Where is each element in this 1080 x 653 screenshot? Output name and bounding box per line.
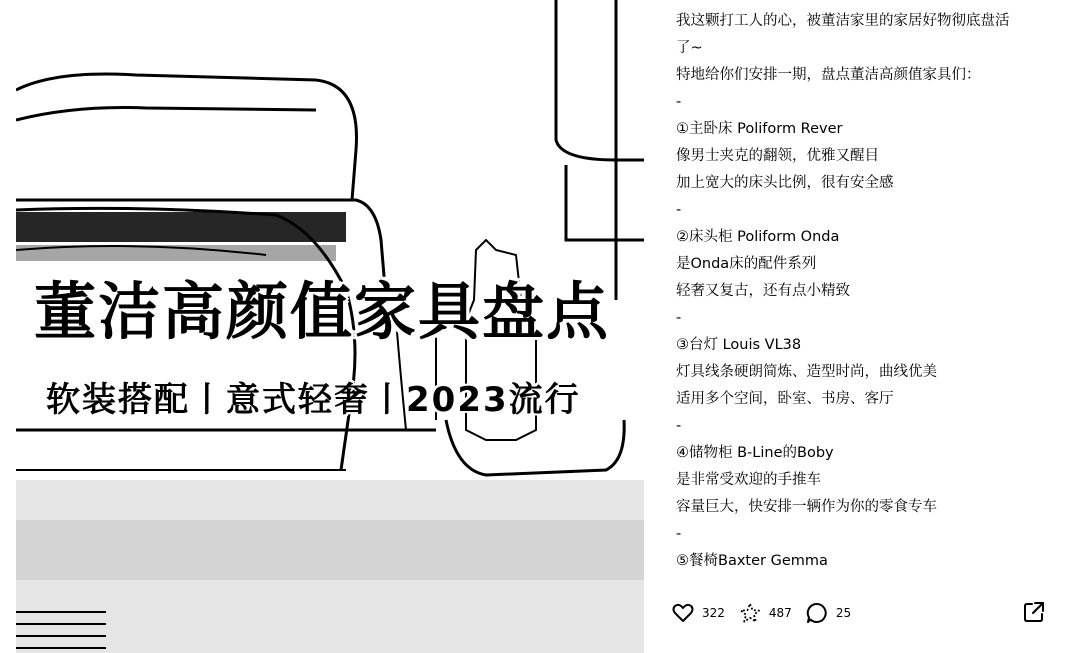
comment-button[interactable]: [806, 602, 851, 624]
post-line: 容量巨大，快安排一辆作为你的零食专车: [676, 499, 937, 515]
heart-icon: [672, 603, 694, 623]
post-line: 像男士夹克的翻领，优雅又醒目: [676, 148, 879, 164]
post-line: 加上宽大的床头比例，很有安全感: [676, 175, 894, 191]
post-line: 轻奢又复古，还有点小精致: [676, 283, 850, 299]
post-line: 特地给你们安排一期，盘点董洁高颜值家具们：: [676, 67, 981, 83]
post-line: -: [676, 202, 682, 218]
post-line: ④储物柜 B-Line的Boby: [676, 445, 834, 461]
comment-count: 25: [835, 606, 852, 620]
post-line: -: [676, 94, 682, 110]
post-line: ⑤餐椅Baxter Gemma: [676, 553, 828, 569]
like-button[interactable]: [672, 603, 725, 623]
cover-image[interactable]: [16, 0, 644, 653]
post-line: 我这颗打工人的心，被董洁家里的家居好物彻底盘活: [676, 13, 1010, 29]
collect-count: 487: [768, 606, 792, 620]
post-line: 是Onda床的配件系列: [676, 256, 817, 272]
post-line: -: [676, 418, 682, 434]
post-line: 灯具线条硬朗简炼、造型时尚，曲线优美: [676, 364, 937, 380]
share-button[interactable]: [1022, 600, 1046, 624]
cover-subtitle: 软装搭配丨意式轻奢丨2023流行: [46, 380, 581, 420]
action-bar: [672, 598, 1052, 628]
post-line: ②床头柜 Poliform Onda: [676, 229, 840, 245]
collect-button[interactable]: [739, 602, 792, 624]
post-line: -: [676, 526, 682, 542]
cover-title: 董洁高颜值家具盘点: [34, 275, 611, 348]
share-icon: [1022, 600, 1046, 624]
star-icon: [739, 602, 761, 624]
post-line: 了~: [676, 40, 703, 56]
post-line: 适用多个空间，卧室、书房、客厅: [676, 391, 894, 407]
comment-icon: [806, 602, 828, 624]
post-line: ③台灯 Louis VL38: [676, 337, 802, 353]
like-count: 322: [702, 606, 725, 620]
post-content: [676, 0, 1056, 590]
text-fade-overlay: [676, 572, 1056, 592]
post-line: 是非常受欢迎的手推车: [676, 472, 821, 488]
post-line: -: [676, 310, 682, 326]
post-line: ①主卧床 Poliform Rever: [676, 121, 843, 137]
